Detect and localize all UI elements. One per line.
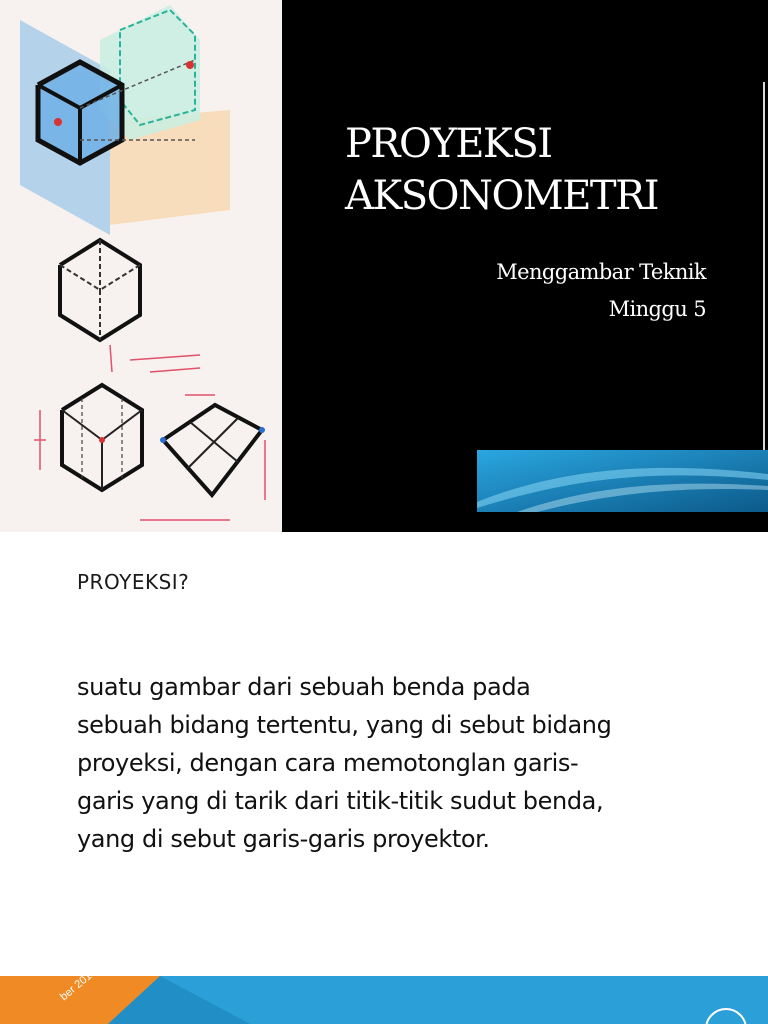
slide-subtitle (496, 254, 706, 328)
isometric-cube-sketch-illustration (0, 0, 282, 532)
slide-title (345, 118, 745, 222)
footer-band (0, 976, 768, 1024)
content-heading: PROYEKSI? (77, 570, 190, 594)
footer-date: ber 2018 (58, 966, 99, 1004)
definition-line-3: proyeksi, dengan cara memotonglan garis- (77, 749, 579, 777)
definition-line-1: suatu gambar dari sebuah benda pada (77, 673, 531, 701)
definition-line-5: yang di sebut garis-garis proyektor. (77, 825, 490, 853)
definition-line-4: garis yang di tarik dari titik-titik sudut benda, (77, 787, 604, 815)
subtitle-week: Minggu 5 (608, 297, 706, 321)
title-line-2: AKSONOMETRI (345, 173, 659, 219)
cube-sketch-svg (0, 0, 282, 532)
slide-edge-line (763, 82, 765, 450)
blue-wave-accent (477, 450, 768, 512)
content-slide (0, 532, 768, 1024)
title-line-1: PROYEKSI (345, 121, 552, 167)
definition-line-2: sebuah bidang tertentu, yang di sebut bidang (77, 711, 612, 739)
subtitle-course: Menggambar Teknik (496, 260, 706, 284)
definition-paragraph (77, 668, 717, 858)
